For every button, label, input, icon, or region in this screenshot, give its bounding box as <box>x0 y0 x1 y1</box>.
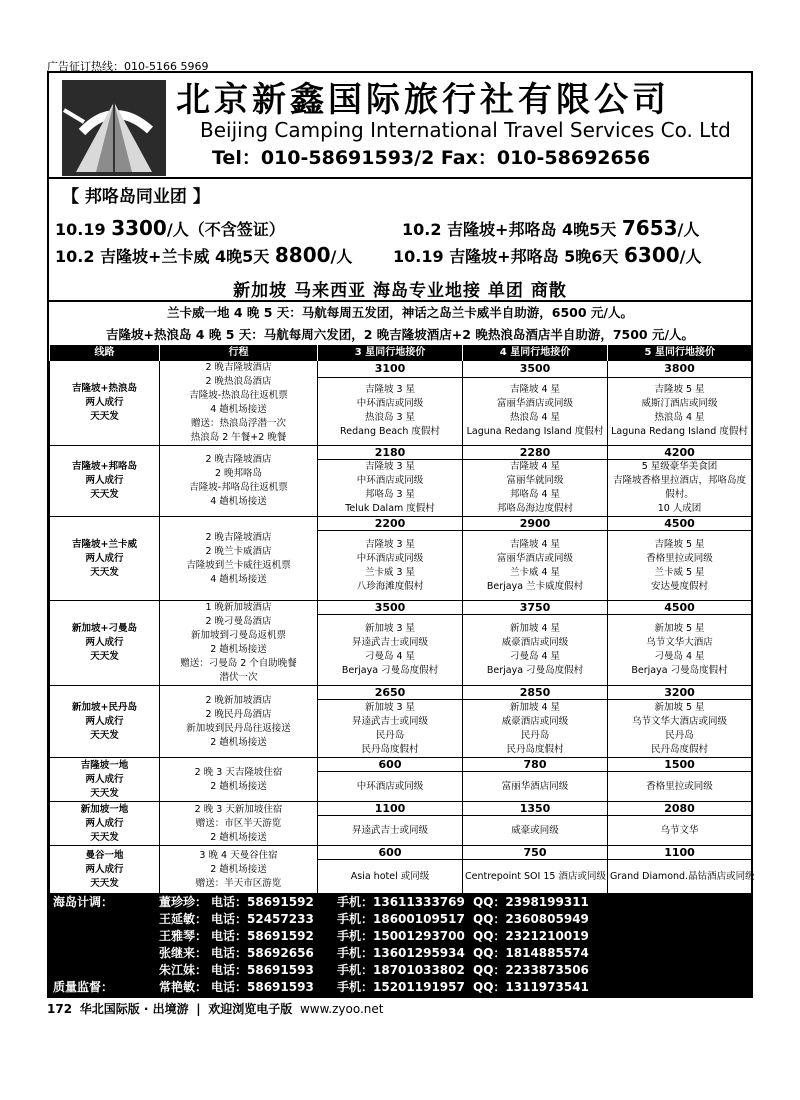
contact-qq: QQ：1814885574 <box>473 946 589 960</box>
page-footer <box>47 1001 384 1017</box>
hotel-line: 富丽华就同级 <box>506 475 564 486</box>
itinerary-line: 吉隆坡到兰卡威往返机票 <box>186 559 291 571</box>
hotel-line: 民丹岛度假村 <box>506 743 564 755</box>
route-line: 吉隆坡一地 <box>80 759 129 771</box>
price-cell: 600 <box>318 846 463 860</box>
route-line: 新加坡+民丹岛 <box>72 701 137 713</box>
table-row <box>50 686 752 700</box>
offer-item: 10.19 吉隆坡+邦咯岛 5晚6天 6300/人 <box>393 243 702 267</box>
hotel-cell <box>608 531 752 601</box>
contact-qq: QQ：1311973541 <box>473 980 589 994</box>
header-4-star: 4 星同行地接价 <box>463 345 608 361</box>
itinerary-line: 热浪岛 2 午餐+2 晚餐 <box>190 432 287 443</box>
hotel-line: 香格里拉或同级 <box>646 552 713 564</box>
hotel-cell <box>608 772 752 802</box>
hotel-line: 乌节文华 <box>660 824 699 836</box>
route-cell <box>50 686 160 758</box>
hotel-line: 威斯汀酒店或同级 <box>641 398 718 410</box>
hotel-line: 吉隆坡 4 星 <box>509 461 561 472</box>
contact-label: 质量监督： <box>53 980 114 994</box>
route-line: 两人成行 <box>85 863 124 875</box>
hotel-line: 威豪酒店或同级 <box>501 715 569 727</box>
price-cell: 4500 <box>608 601 752 615</box>
hotel-line: Berjaya 刁曼岛度假村 <box>341 665 439 677</box>
hotel-cell <box>318 615 463 686</box>
table-row <box>50 601 752 615</box>
route-line: 天天发 <box>90 566 119 578</box>
contact-phone: 电话：58691593 <box>211 980 314 994</box>
hotel-line: 吉隆坡 4 星 <box>509 384 561 396</box>
price-cell: 2850 <box>463 686 608 700</box>
hotel-line: 香格里拉或同级 <box>646 780 713 792</box>
itinerary-line: 2 趟机场接送 <box>210 863 267 875</box>
hotel-line: 富丽华酒店同级 <box>501 780 569 792</box>
route-cell <box>50 517 160 601</box>
divider <box>49 177 751 179</box>
hotel-line: 吉隆坡 5 星 <box>654 384 705 396</box>
itinerary-line: 4 趟机场接送 <box>210 496 267 507</box>
itinerary-cell <box>160 517 318 601</box>
hotel-cell <box>318 377 463 445</box>
hotel-line: 10 人成团 <box>657 503 702 514</box>
price-cell: 600 <box>318 758 463 772</box>
hotel-line: 邦咯岛 4 星 <box>509 489 561 500</box>
hotel-line: 昇逵武吉士或同级 <box>351 824 428 836</box>
hotel-line: 邦咯岛 3 星 <box>364 489 416 500</box>
hotel-line: 中环酒店或同级 <box>356 552 424 564</box>
hotel-line: 中环酒店或同级 <box>356 398 424 410</box>
route-line: 两人成行 <box>85 552 124 564</box>
itinerary-line: 3 晚 4 天曼谷住宿 <box>199 849 278 861</box>
table-body <box>50 361 755 894</box>
hotel-line: 民丹岛度假村 <box>650 743 708 755</box>
price-cell: 1100 <box>608 846 752 860</box>
contact-row <box>49 945 751 962</box>
offer-item: 10.19 3300/人（不含签证） <box>55 216 285 240</box>
itinerary-line: 1 晚新加坡酒店 <box>205 602 272 613</box>
price-cell: 2650 <box>318 686 463 700</box>
divider <box>49 300 751 302</box>
contact-phone: 电话：58692656 <box>211 946 314 960</box>
itinerary-line: 2 晚吉隆坡酒店 <box>205 362 272 373</box>
hotel-cell <box>463 531 608 601</box>
contact-name: 董珍珍： <box>158 895 207 909</box>
offer-item: 10.2 吉隆坡+兰卡威 4晚5天 8800/人 <box>55 243 353 267</box>
price-cell: 750 <box>463 846 608 860</box>
hotel-line: Asia hotel 或同级 <box>350 870 430 882</box>
itinerary-line: 2 趟机场接送 <box>210 780 267 792</box>
contact-qq: QQ：2321210019 <box>473 929 589 943</box>
hotel-cell <box>608 377 752 445</box>
hotel-line: Berjaya 刁曼岛度假村 <box>631 665 728 677</box>
itinerary-line: 2 趟机场接送 <box>210 831 267 843</box>
hotel-line: Grand Diamond.晶钻酒店或同级 <box>610 870 755 882</box>
hotel-line: 中环酒店或同级 <box>356 475 424 486</box>
contact-row <box>49 928 751 945</box>
edition: 华北国际版 · 出境游 <box>79 1002 189 1016</box>
hotel-line: 刁曼岛 4 星 <box>364 651 416 663</box>
contact-phone: 电话：52457233 <box>211 912 314 926</box>
ad-hotline: 广告征订热线：010-5166 5969 <box>47 60 209 73</box>
contact-mobile: 手机：18701033802 <box>337 963 465 977</box>
hotel-line: Centrepoint SOI 15 酒店或同级 <box>465 870 606 882</box>
itinerary-line: 新加坡到民丹岛往返接送 <box>186 722 291 734</box>
itinerary-cell <box>160 361 318 446</box>
route-line: 两人成行 <box>85 397 124 408</box>
price-cell: 4200 <box>608 446 752 460</box>
contact-phone: 电话：58691592 <box>211 895 314 909</box>
itinerary-line: 2 晚兰卡威酒店 <box>205 545 272 557</box>
itinerary-line: 2 晚 3 天吉隆坡住宿 <box>194 766 283 778</box>
route-line: 天天发 <box>90 651 119 662</box>
table-row <box>50 758 752 772</box>
hotel-line: 富丽华酒店或同级 <box>496 552 573 564</box>
hotel-line: 热浪岛 3 星 <box>364 412 416 424</box>
hotel-line: 兰卡威 3 星 <box>364 566 416 578</box>
price-cell: 2200 <box>318 517 463 531</box>
route-cell <box>50 758 160 802</box>
hotel-line: 刁曼岛 4 星 <box>509 651 561 663</box>
price-cell: 3800 <box>608 361 752 378</box>
contact-phone: 电话：58691592 <box>211 929 314 943</box>
itinerary-cell <box>160 686 318 758</box>
hotel-line: 乌节文华大酒店 <box>646 637 713 649</box>
contact-mobile: 手机：13611333769 <box>337 895 465 909</box>
hotel-cell <box>318 860 463 894</box>
hotel-line: 热浪岛 4 星 <box>654 412 705 424</box>
hotel-cell <box>463 377 608 445</box>
hotel-line: Berjaya 刁曼岛度假村 <box>486 665 584 677</box>
itinerary-cell <box>160 802 318 846</box>
hotel-line: 新加坡 3 星 <box>364 623 416 635</box>
table-header-row <box>50 345 752 361</box>
contact-qq: QQ：2360805949 <box>473 912 589 926</box>
route-line: 天天发 <box>90 787 119 799</box>
route-line: 天天发 <box>90 877 119 889</box>
hotel-line: 富丽华酒店或同级 <box>496 398 573 410</box>
header-itinerary: 行程 <box>160 345 318 361</box>
hotel-line: Berjaya 兰卡威度假村 <box>486 580 584 592</box>
hotel-line: 吉隆坡 4 星 <box>509 538 561 550</box>
route-line: 天天发 <box>90 729 119 741</box>
hotel-line: 刁曼岛 4 星 <box>654 651 705 663</box>
route-line: 天天发 <box>90 489 119 500</box>
contact-name: 王雅琴： <box>158 929 207 943</box>
contact-row <box>49 962 751 979</box>
contact-panel <box>49 894 751 996</box>
hotel-cell <box>463 772 608 802</box>
hotel-line: 八珍海滩度假村 <box>356 580 424 592</box>
contact-qq: QQ：2233873506 <box>473 963 589 977</box>
hotel-cell <box>318 816 463 846</box>
hotel-line: 吉隆坡 3 星 <box>364 384 416 396</box>
hotel-line: 新加坡 5 星 <box>654 623 705 635</box>
hotel-cell <box>608 460 752 517</box>
itinerary-line: 2 晚吉隆坡酒店 <box>205 454 272 465</box>
contact-row <box>49 894 751 911</box>
itinerary-cell <box>160 601 318 686</box>
price-cell: 3750 <box>463 601 608 615</box>
hotel-line: 兰卡威 4 星 <box>509 566 561 578</box>
hotel-line: 吉隆坡香格里拉酒店，邦咯岛度 <box>612 475 746 486</box>
hotel-cell <box>463 700 608 758</box>
route-line: 两人成行 <box>85 715 124 727</box>
contact-mobile: 手机：15001293700 <box>337 929 465 943</box>
hotel-line: Teluk Dalam 度假村 <box>345 503 435 514</box>
price-cell: 2180 <box>318 446 463 460</box>
route-line: 两人成行 <box>85 817 124 829</box>
table-row <box>50 802 752 816</box>
itinerary-line: 2 晚民丹岛酒店 <box>205 708 272 720</box>
company-logo <box>62 80 166 176</box>
section-title: 【 邦咯岛同业团 】 <box>62 187 210 207</box>
offer-item: 10.2 吉隆坡+邦咯岛 4晚5天 7653/人 <box>402 216 700 240</box>
itinerary-line: 吉隆坡-邦咯岛往返机票 <box>189 482 288 493</box>
contact-name: 朱江妹： <box>158 963 207 977</box>
itinerary-cell <box>160 758 318 802</box>
contact-name: 王延敏： <box>158 912 207 926</box>
route-cell <box>50 446 160 517</box>
hotel-line: 5 星级豪华美食团 <box>641 461 718 472</box>
itinerary-line: 赠送：刁曼岛 2 个自助晚餐 <box>180 658 297 669</box>
table-row <box>50 846 752 860</box>
contact-row <box>49 911 751 928</box>
route-line: 曼谷一地 <box>85 849 124 861</box>
itinerary-line: 4 趟机场接送 <box>210 404 267 415</box>
itinerary-line: 2 趟机场接送 <box>210 644 267 655</box>
hotel-line: 吉隆坡 3 星 <box>364 461 416 472</box>
price-cell: 3500 <box>318 601 463 615</box>
hotel-line: 兰卡威 5 星 <box>654 566 705 578</box>
table-row <box>50 361 752 378</box>
hotel-line: 民丹岛 <box>375 729 405 741</box>
header-route: 线路 <box>50 345 160 361</box>
itinerary-line: 2 趟机场接送 <box>210 736 267 748</box>
hotel-line: Laguna Redang Island 度假村 <box>611 426 748 438</box>
itinerary-line: 吉隆坡-热浪岛往返机票 <box>189 390 288 401</box>
hotel-line: 新加坡 4 星 <box>509 701 561 713</box>
route-price-table <box>49 345 755 894</box>
price-cell: 2280 <box>463 446 608 460</box>
itinerary-cell <box>160 846 318 894</box>
contact-mobile: 手机：18600109517 <box>337 912 465 926</box>
hotel-line: 民丹岛度假村 <box>361 743 419 755</box>
hotel-line: 新加坡 5 星 <box>654 701 705 713</box>
hotel-cell <box>318 772 463 802</box>
price-cell: 1100 <box>318 802 463 816</box>
company-name-cn: 北京新鑫国际旅行社有限公司 <box>176 80 670 120</box>
hotel-line: 威豪酒店或同级 <box>501 637 569 649</box>
itinerary-line: 赠送：市区半天游览 <box>195 817 282 829</box>
route-cell <box>50 601 160 686</box>
table-row <box>50 517 752 531</box>
route-line: 吉隆坡+兰卡威 <box>72 538 137 550</box>
price-cell: 780 <box>463 758 608 772</box>
header-3-star: 3 星同行地接价 <box>318 345 463 361</box>
hotel-line: 乌节文华大酒店或同级 <box>631 715 727 727</box>
hotel-line: 假村。 <box>665 489 694 500</box>
hotel-line: Redang Beach 度假村 <box>340 426 440 438</box>
price-cell: 3200 <box>608 686 752 700</box>
contact-name: 张继来： <box>158 946 207 960</box>
route-cell <box>50 361 160 446</box>
price-cell: 4500 <box>608 517 752 531</box>
hotel-line: 安达曼度假村 <box>650 580 708 592</box>
hotel-line: 吉隆坡 3 星 <box>364 538 416 550</box>
hotel-line: 中环酒店或同级 <box>356 780 424 792</box>
route-cell <box>50 802 160 846</box>
page-number: 172 <box>47 1002 73 1016</box>
price-cell: 2900 <box>463 517 608 531</box>
hotel-cell <box>608 860 755 894</box>
hotel-line: Laguna Redang Island 度假村 <box>466 426 604 438</box>
contact-mobile: 手机：15201191957 <box>337 980 465 994</box>
hotel-line: 热浪岛 4 星 <box>509 412 561 424</box>
route-line: 吉隆坡+邦咯岛 <box>72 461 137 472</box>
separator: | <box>196 1002 201 1016</box>
hotel-cell <box>463 816 608 846</box>
route-line: 天天发 <box>90 831 119 843</box>
hotel-cell <box>463 860 608 894</box>
route-line: 天天发 <box>90 411 119 422</box>
itinerary-line: 2 晚吉隆坡酒店 <box>205 531 272 543</box>
price-cell: 2080 <box>608 802 752 816</box>
itinerary-line: 潜伏一次 <box>219 672 258 683</box>
promo-line: 兰卡威一地 4 晚 5 天：马航每周五发团，神话之岛兰卡威半自助游，6500 元/人。 <box>166 305 633 320</box>
route-line: 两人成行 <box>85 637 124 648</box>
hotel-line: 新加坡 3 星 <box>364 701 416 713</box>
promo-line: 吉隆坡+热浪岛 4 晚 5 天：马航每周六发团，2 晚吉隆坡酒店+2 晚热浪岛酒店半自助游，7500 元/人。 <box>105 327 695 342</box>
contact-mobile: 手机：13601295934 <box>337 946 465 960</box>
hotel-cell <box>318 700 463 758</box>
itinerary-line: 2 晚新加坡酒店 <box>205 694 272 706</box>
route-line: 吉隆坡+热浪岛 <box>72 383 137 394</box>
contact-qq: QQ：2398199311 <box>473 895 589 909</box>
contact-name: 常艳敏： <box>158 980 207 994</box>
hotel-line: 威豪或同级 <box>511 824 559 836</box>
hotel-cell <box>318 460 463 517</box>
hotel-cell <box>463 460 608 517</box>
contact-label: 海岛计调： <box>53 895 114 909</box>
hotel-cell <box>608 615 752 686</box>
route-line: 两人成行 <box>85 773 124 785</box>
header-5-star: 5 星同行地接价 <box>608 345 752 361</box>
slogan: 新加坡 马来西亚 海岛专业地接 单团 商散 <box>233 281 567 301</box>
itinerary-line: 新加坡到刁曼岛返机票 <box>190 630 286 641</box>
contact-row <box>49 979 751 996</box>
hotel-line: 民丹岛 <box>520 729 550 741</box>
tagline: 欢迎浏览电子版 <box>208 1002 293 1016</box>
tent-logo-icon <box>62 80 166 176</box>
itinerary-line: 2 晚热浪岛酒店 <box>205 376 272 387</box>
itinerary-line: 2 晚邦咯岛 <box>214 468 263 479</box>
hotel-cell <box>318 531 463 601</box>
route-cell <box>50 846 160 894</box>
website-link[interactable]: www.zyoo.net <box>299 1002 384 1016</box>
hotel-line: 昇逵武吉士或同级 <box>351 637 428 649</box>
hotel-line: 昇逵武吉士或同级 <box>351 715 428 727</box>
itinerary-cell <box>160 446 318 517</box>
hotel-line: 邦咯岛海边度假村 <box>496 503 573 514</box>
itinerary-line: 2 晚 3 天新加坡住宿 <box>194 803 283 815</box>
route-line: 新加坡一地 <box>80 803 129 815</box>
price-cell: 3500 <box>463 361 608 378</box>
table-row <box>50 446 752 460</box>
company-contact: Tel：010-58691593/2 Fax：010-58692656 <box>212 147 651 169</box>
itinerary-line: 赠送：热浪岛浮潜一次 <box>190 418 286 429</box>
contact-phone: 电话：58691593 <box>211 963 314 977</box>
hotel-cell <box>463 615 608 686</box>
hotel-line: 民丹岛 <box>665 729 694 741</box>
hotel-line: 吉隆坡 5 星 <box>654 538 705 550</box>
price-cell: 1500 <box>608 758 752 772</box>
itinerary-line: 4 趟机场接送 <box>210 573 267 585</box>
hotel-line: 新加坡 4 星 <box>509 623 561 635</box>
route-line: 两人成行 <box>85 475 124 486</box>
itinerary-line: 2 晚刁曼岛酒店 <box>205 616 272 627</box>
route-line: 新加坡+刁曼岛 <box>72 623 137 634</box>
hotel-cell <box>608 700 752 758</box>
price-cell: 1350 <box>463 802 608 816</box>
hotel-cell <box>608 816 752 846</box>
price-cell: 3100 <box>318 361 463 378</box>
itinerary-line: 赠送：半天市区游览 <box>195 877 282 889</box>
company-name-en: Beijing Camping International Travel Services Co. Ltd <box>200 118 731 142</box>
